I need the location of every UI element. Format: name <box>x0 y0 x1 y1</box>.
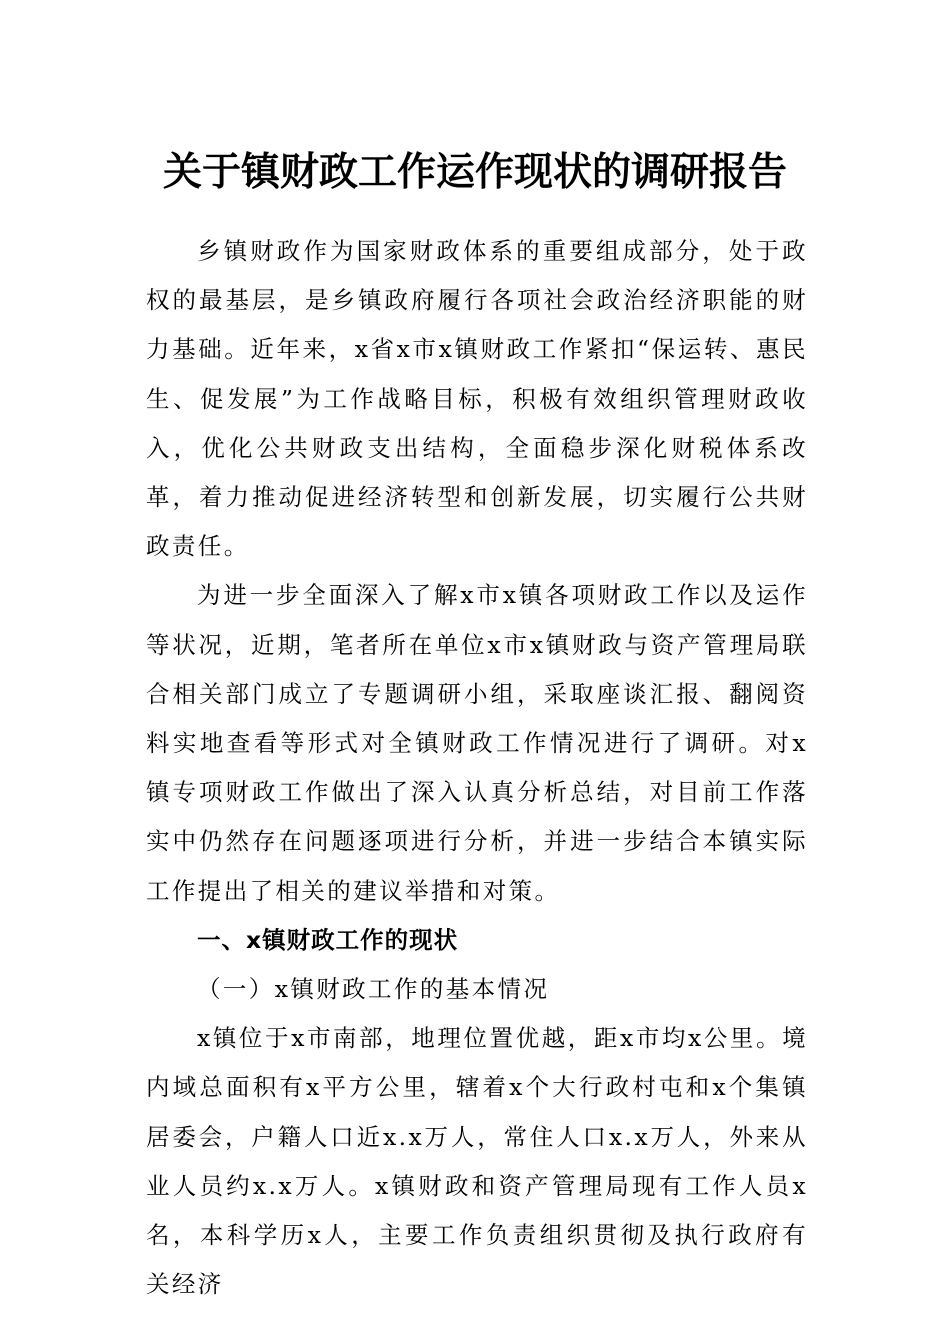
section-heading-1: 一、x镇财政工作的现状 <box>197 925 459 954</box>
paragraph-basic-info: x镇位于x市南部，地理位置优越，距x市均x公里。境内域总面积有x平方公里，辖着x个大行政村屯和x个集镇居委会，户籍人口近x.x万人，常住人口x.x万人，外来从业人员约x.x万人。x镇财政和资产管理局现有工作人员x名，本科学历x人，主要工作负责组织贯彻及执行政府有关经济 <box>146 1024 808 1299</box>
document-body <box>146 227 808 1309</box>
paragraph-intro: 乡镇财政作为国家财政体系的重要组成部分，处于政权的最基层，是乡镇政府履行各项社会政治经济职能的财力基础。近年来，x省x市x镇财政工作紧扣“保运转、惠民生、促发展”为工作战略目标，积极有效组织管理财政收入，优化公共财政支出结构，全面稳步深化财税体系改革，着力推动促进经济转型和创新发展，切实履行公共财政责任。 <box>146 237 808 561</box>
document-title: 关于镇财政工作运作现状的调研报告 <box>162 149 787 195</box>
paragraph-purpose: 为进一步全面深入了解x市x镇各项财政工作以及运作等状况，近期，笔者所在单位x市x镇财政与资产管理局联合相关部门成立了专题调研小组，采取座谈汇报、翻阅资料实地查看等形式对全镇财政工作情况进行了调研。对x镇专项财政工作做出了深入认真分析总结，对目前工作落实中仍然存在问题逐项进行分析，并进一步结合本镇实际工作提出了相关的建议举措和对策。 <box>146 581 808 905</box>
subsection-heading-1: （一）x镇财政工作的基本情况 <box>197 975 550 1004</box>
